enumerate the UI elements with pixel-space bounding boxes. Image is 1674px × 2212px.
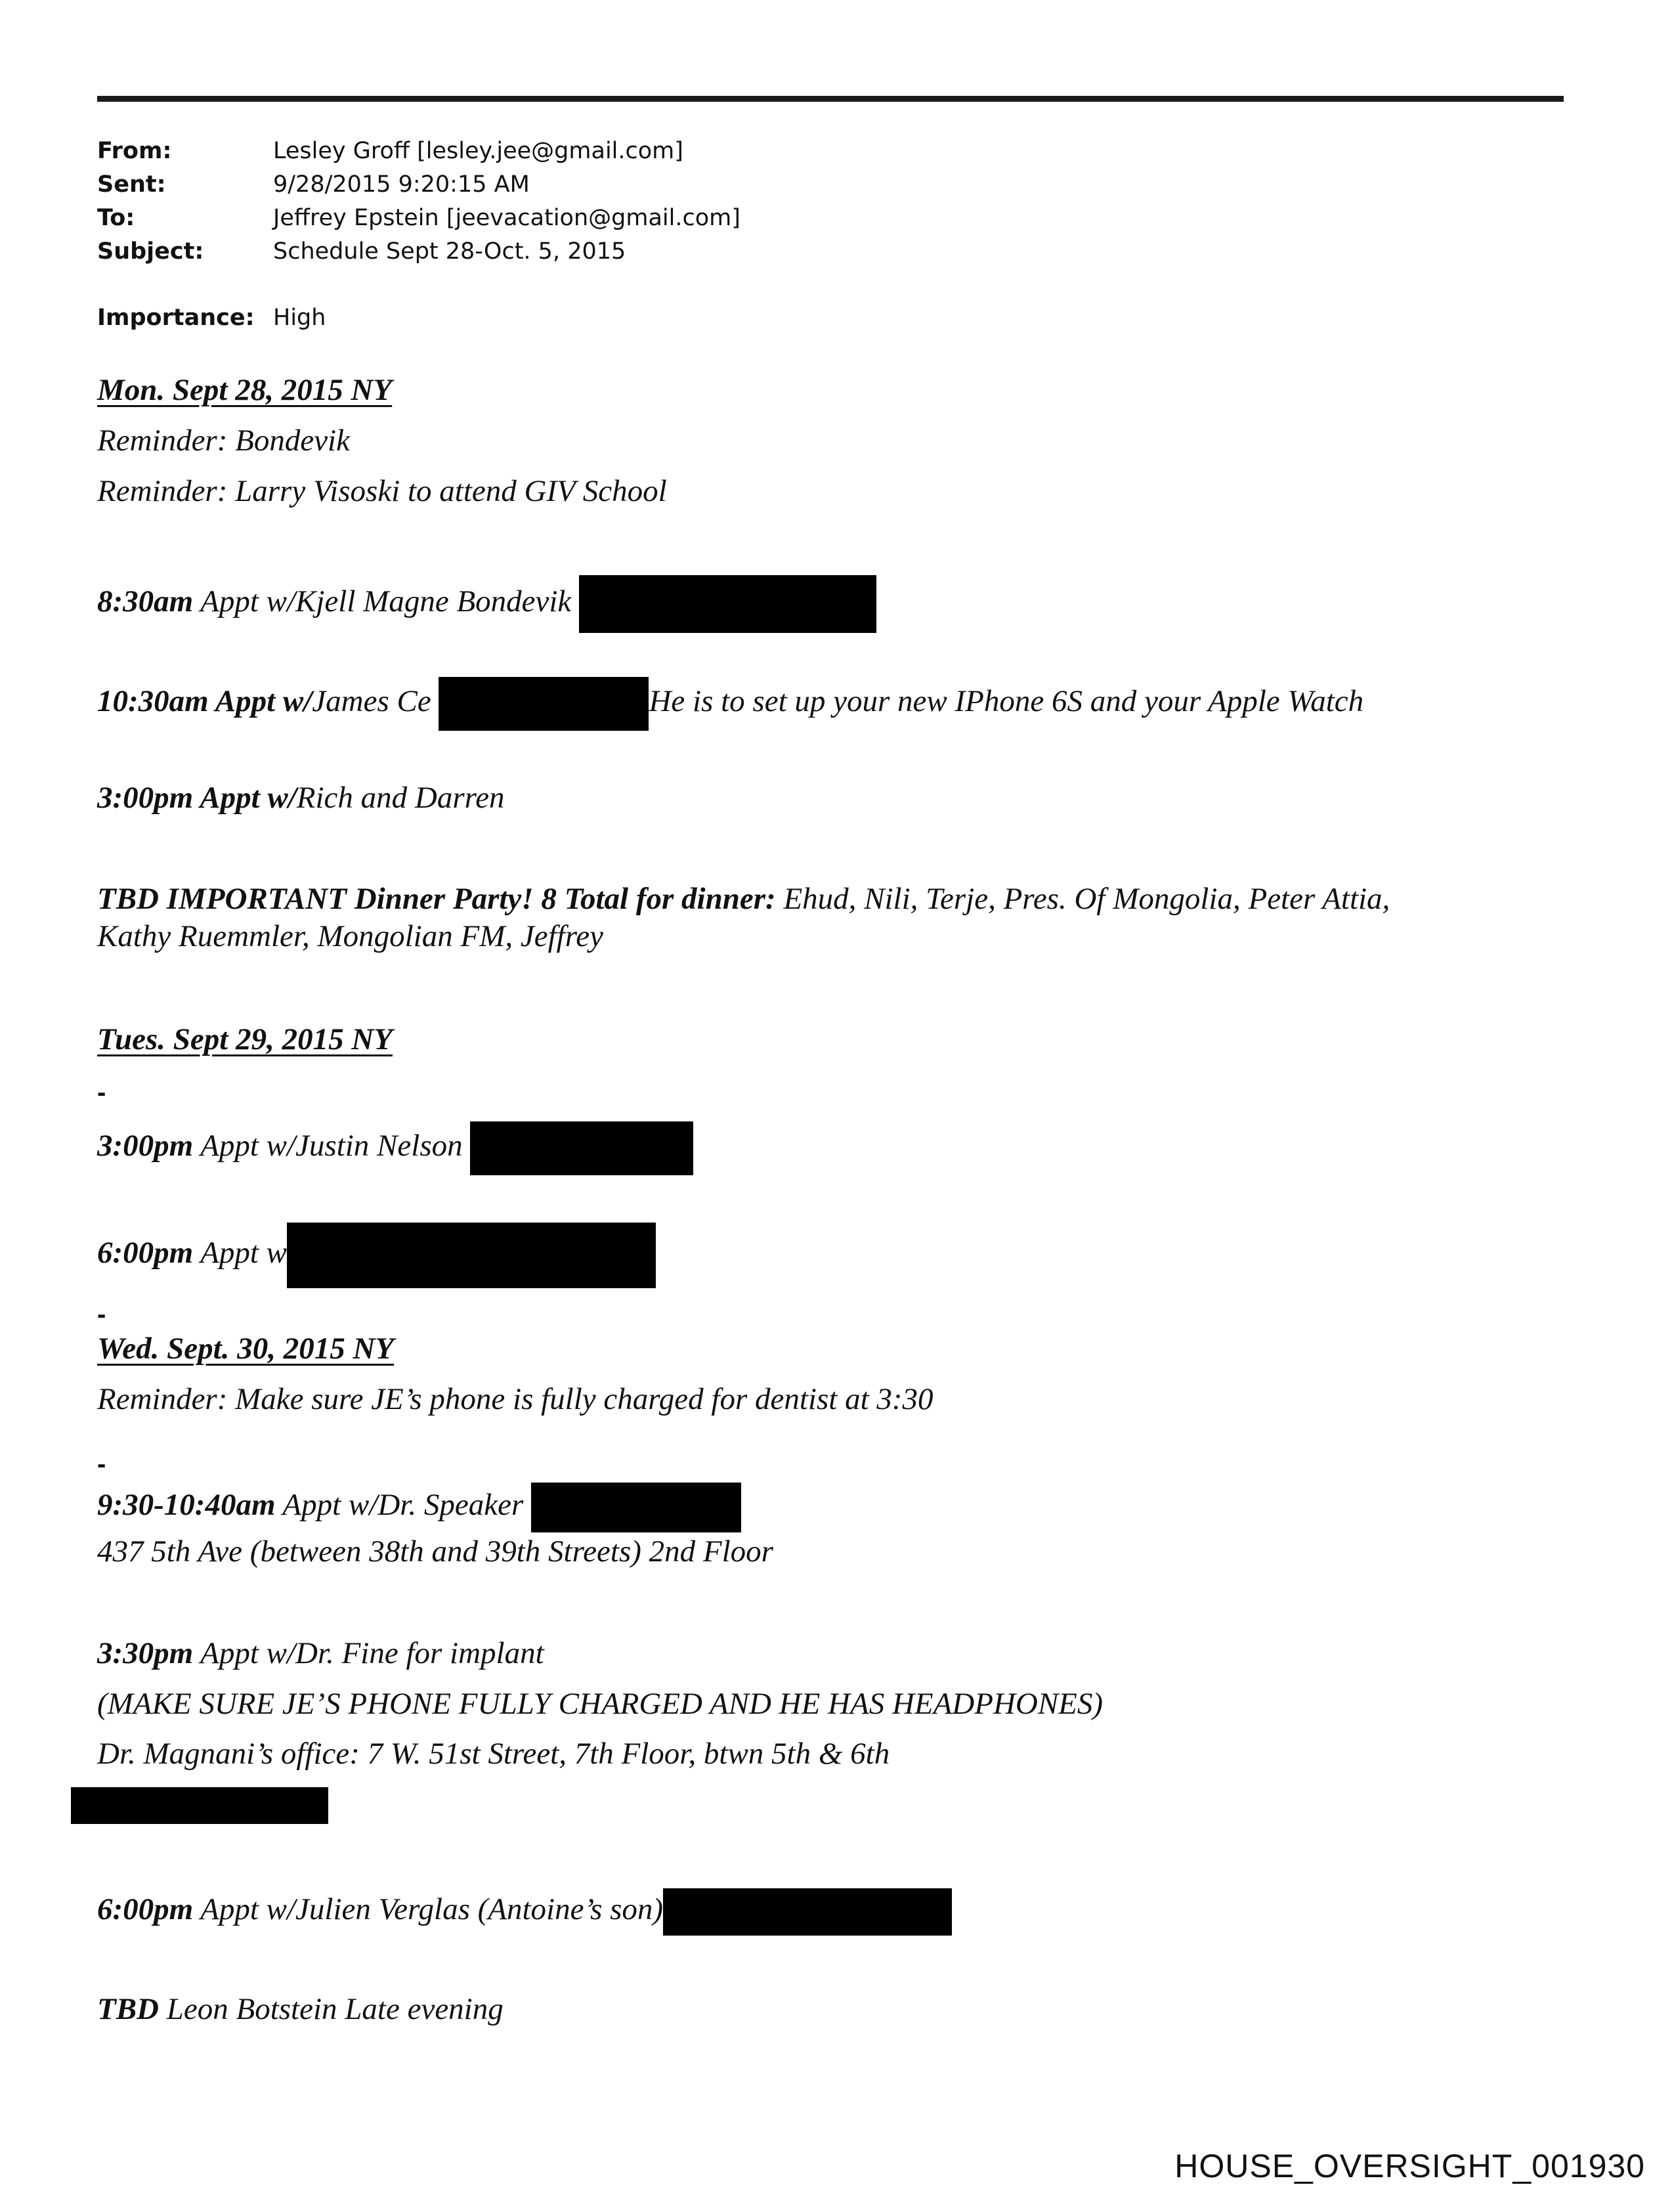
appt-mon-300	[97, 779, 505, 816]
day-heading-mon: Mon. Sept 28, 2015 NY	[97, 373, 393, 407]
appt-text: Appt w/Julien Verglas (Antoine’s son)	[193, 1892, 664, 1926]
appt-text: Appt w/Dr. Speaker	[275, 1487, 524, 1522]
appt-text: Appt w/Justin Nelson	[193, 1128, 463, 1163]
reminder-bondevik: Reminder: Bondevik	[97, 423, 350, 458]
appt-mon-830	[97, 575, 876, 633]
appt-time: 8:30am	[97, 584, 194, 618]
appt-time: 3:00pm Appt w/	[97, 781, 297, 815]
appt-note: He is to set up your new IPhone 6S and your Apple Watch	[649, 683, 1364, 718]
to-label: To:	[97, 205, 135, 231]
appt-time: 9:30-10:40am	[97, 1487, 276, 1522]
from-value: Lesley Groff [lesley.jee@gmail.com]	[273, 138, 683, 164]
appt-time: 6:00pm	[97, 1235, 194, 1270]
redaction-block	[439, 677, 649, 731]
appt-wed-600	[97, 1888, 952, 1936]
appt-time: 3:30pm	[97, 1636, 194, 1670]
dash-separator: -	[97, 1450, 106, 1479]
redaction-block	[470, 1121, 693, 1175]
dinner-title: TBD IMPORTANT Dinner Party! 8 Total for dinner	[97, 882, 766, 916]
appt-mon-1030	[97, 677, 1363, 731]
reminder-phone: Reminder: Make sure JE’s phone is fully charged for dentist at 3:30	[97, 1382, 934, 1416]
appt-tue-600	[97, 1223, 656, 1288]
appt-text: James Ce	[312, 683, 431, 718]
appt-text: Leon Botstein Late evening	[159, 1992, 504, 2026]
to-value: Jeffrey Epstein [jeevacation@gmail.com]	[273, 205, 740, 231]
appt-time: 10:30am Appt w/	[97, 683, 312, 718]
appt-tue-300	[97, 1121, 693, 1175]
dash-separator: -	[97, 1300, 106, 1329]
importance-label: Importance:	[97, 305, 255, 331]
importance-value: High	[273, 305, 326, 331]
appt-text: Appt w/Dr. Fine for implant	[193, 1636, 544, 1670]
subject-value: Schedule Sept 28-Oct. 5, 2015	[273, 238, 626, 265]
dash-separator: -	[97, 1078, 106, 1107]
redaction-block	[531, 1483, 741, 1532]
appt-text: Rich and Darren	[296, 781, 505, 815]
subject-label: Subject:	[97, 238, 204, 265]
dinner-guests-cont: Kathy Ruemmler, Mongolian FM, Jeffrey	[97, 919, 603, 953]
appt-time: 6:00pm	[97, 1892, 194, 1926]
dinner-guests: Ehud, Nili, Terje, Pres. Of Mongolia, Peter Attia,	[775, 882, 1390, 916]
appt-address: 437 5th Ave (between 38th and 39th Streets) 2nd Floor	[97, 1534, 773, 1569]
redaction-block	[71, 1787, 328, 1824]
day-heading-wed: Wed. Sept. 30, 2015 NY	[97, 1332, 395, 1366]
redaction-block	[287, 1223, 656, 1288]
redaction-block	[579, 575, 876, 633]
appt-wed-tbd	[97, 1991, 504, 2028]
bates-number: HOUSE_OVERSIGHT_001930	[1174, 2148, 1645, 2184]
appt-wed-330	[97, 1635, 544, 1672]
appt-note: (MAKE SURE JE’S PHONE FULLY CHARGED AND HE HAS HEADPHONES)	[97, 1687, 1104, 1721]
appt-text: Appt w/Kjell Magne Bondevik	[193, 584, 572, 618]
appt-address: Dr. Magnani’s office: 7 W. 51st Street, 7th Floor, btwn 5th & 6th	[97, 1737, 890, 1771]
sent-value: 9/28/2015 9:20:15 AM	[273, 171, 530, 198]
appt-time: TBD	[97, 1992, 159, 2026]
dinner-party: TBD IMPORTANT Dinner Party! 8 Total for dinner: Ehud, Nili, Terje, Pres. Of Mongolia, Peter Attia,	[97, 882, 1390, 916]
appt-wed-930	[97, 1483, 741, 1532]
appt-text: Appt w	[193, 1235, 287, 1270]
redaction-block	[663, 1888, 952, 1936]
appt-time: 3:00pm	[97, 1128, 194, 1163]
from-label: From:	[97, 138, 172, 164]
header-rule	[97, 96, 1564, 102]
day-heading-tue: Tues. Sept 29, 2015 NY	[97, 1022, 393, 1056]
sent-label: Sent:	[97, 171, 166, 198]
reminder-visoski: Reminder: Larry Visoski to attend GIV School	[97, 474, 667, 508]
